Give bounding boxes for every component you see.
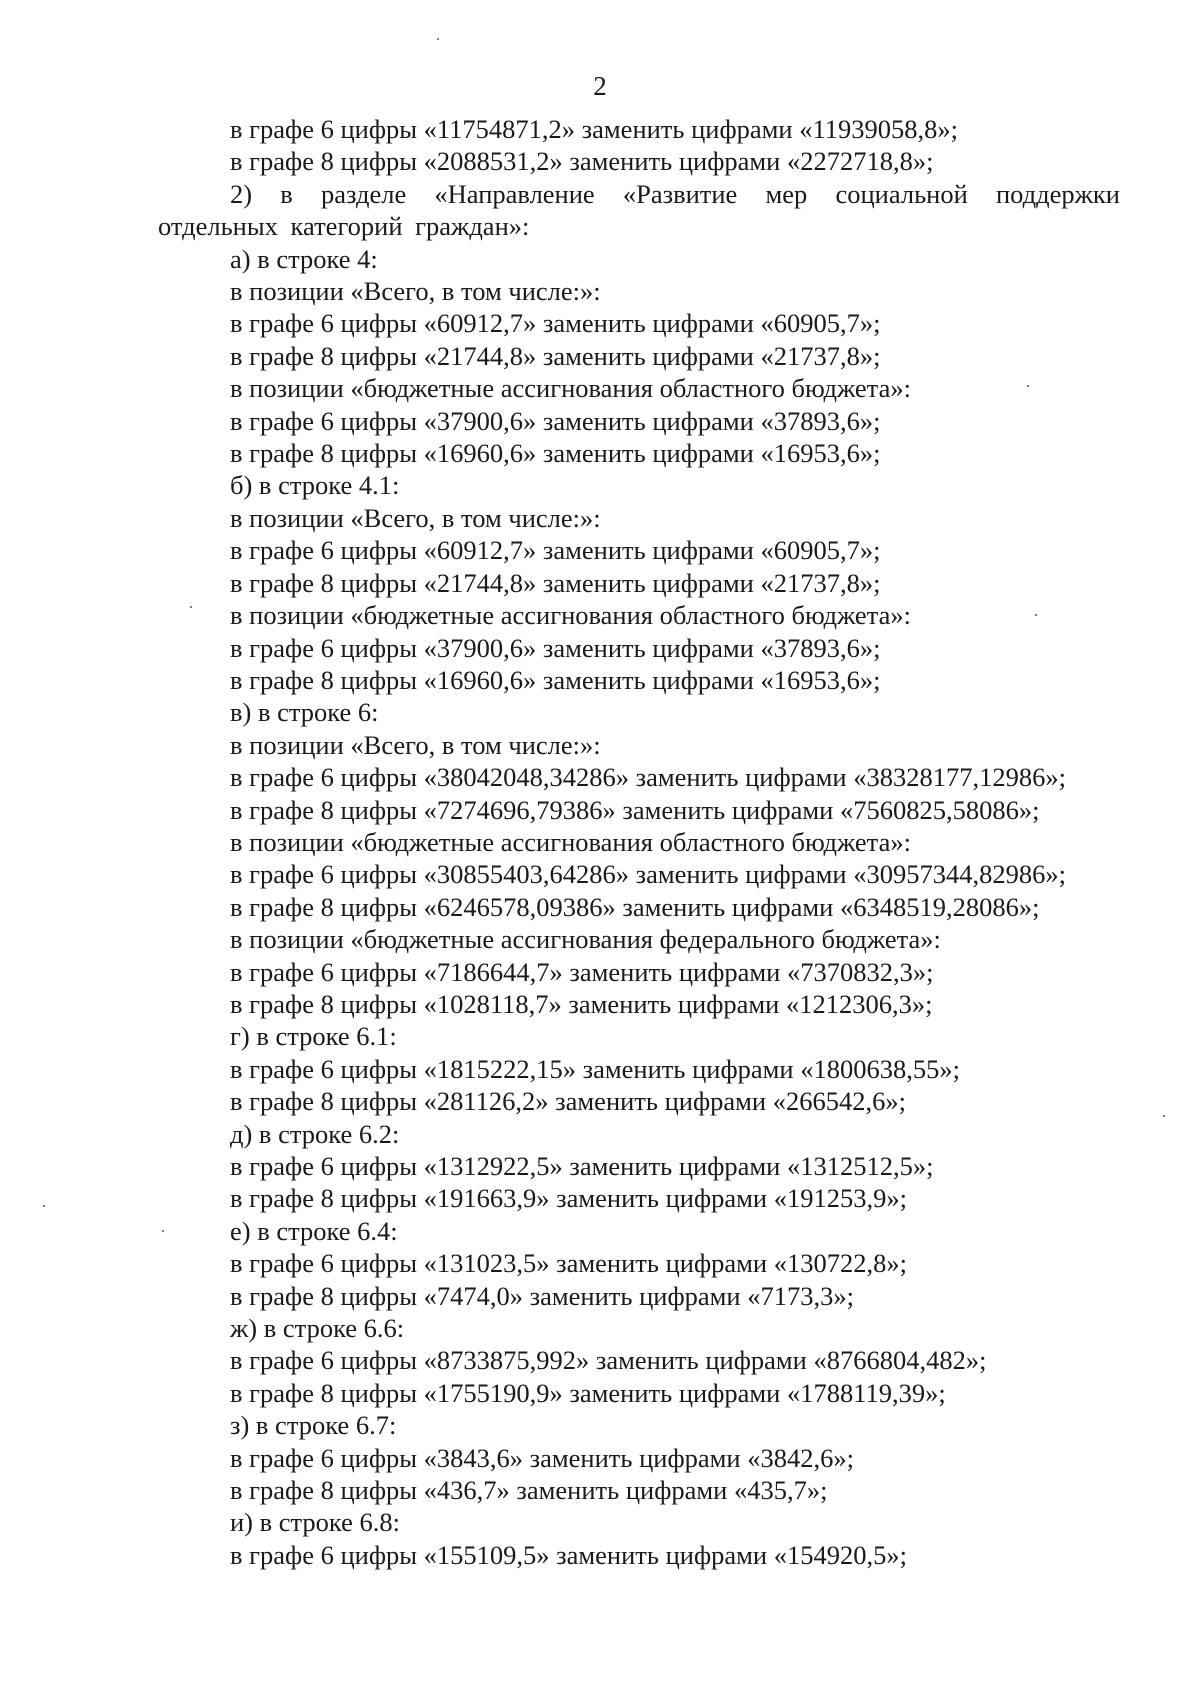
text-line: в графе 6 цифры «8733875,992» заменить цифрами «8766804,482»; [230, 1345, 987, 1376]
text-line: в графе 6 цифры «60912,7» заменить цифрами «60905,7»; [230, 308, 881, 339]
text-line: е) в строке 6.4: [230, 1215, 398, 1246]
text-line: в позиции «бюджетные ассигнования областного бюджета»: [230, 373, 911, 404]
scan-speck [1035, 614, 1037, 616]
text-line: в графе 6 цифры «131023,5» заменить цифрами «130722,8»; [230, 1248, 907, 1279]
scan-speck [437, 38, 439, 40]
text-line: в позиции «Всего, в том числе:»: [230, 502, 601, 533]
text-line: в графе 6 цифры «1312922,5» заменить цифрами «1312512,5»; [230, 1151, 934, 1181]
text-line: в графе 8 цифры «7474,0» заменить цифрами «7173,3»; [230, 1280, 854, 1311]
text-line: в графе 6 цифры «11754871,2» заменить цифрами «11939058,8»; [230, 114, 958, 144]
text-line: в позиции «Всего, в том числе:»: [230, 729, 601, 760]
text-line: б) в строке 4.1: [230, 470, 400, 501]
text-line: в графе 8 цифры «21744,8» заменить цифрами «21737,8»; [230, 567, 881, 598]
scan-speck [162, 1230, 164, 1232]
text-line: в графе 8 цифры «16960,6» заменить цифрами «16953,6»; [230, 438, 881, 469]
text-line: а) в строке 4: [230, 243, 378, 274]
text-line: в графе 8 цифры «436,7» заменить цифрами «435,7»; [230, 1475, 828, 1506]
text-line: в графе 8 цифры «191663,9» заменить цифрами «191253,9»; [230, 1183, 907, 1214]
page-number: 2 [593, 71, 607, 101]
text-line: в графе 6 цифры «37900,6» заменить цифрами «37893,6»; [230, 632, 881, 663]
text-line: в графе 8 цифры «281126,2» заменить цифрами «266542,6»; [230, 1086, 906, 1117]
text-line: в графе 6 цифры «7186644,7» заменить цифрами «7370832,3»; [230, 956, 934, 987]
text-line: ж) в строке 6.6: [230, 1313, 405, 1344]
text-line: в) в строке 6: [230, 697, 379, 728]
text-line: д) в строке 6.2: [230, 1118, 400, 1149]
text-line: в графе 8 цифры «16960,6» заменить цифрами «16953,6»; [230, 664, 881, 695]
scan-speck [190, 606, 192, 608]
text-line: в графе 8 цифры «1755190,9» заменить цифрами «1788119,39»; [230, 1377, 946, 1408]
scan-speck [1163, 1115, 1165, 1117]
text-line: в графе 6 цифры «60912,7» заменить цифрами «60905,7»; [230, 535, 881, 566]
text-line: в графе 6 цифры «38042048,34286» заменить цифрами «38328177,12986»; [230, 762, 1066, 793]
text-line: в позиции «бюджетные ассигнования областного бюджета»: [230, 826, 911, 857]
text-line: в графе 6 цифры «30855403,64286» заменить цифрами «30957344,82986»; [230, 859, 1066, 890]
text-line: в позиции «бюджетные ассигнования федерального бюджета»: [230, 924, 941, 955]
paragraph: 2) в разделе «Направление «Развитие мер социальной поддержки отдельных категорий граждан»: [158, 178, 1120, 242]
text-line: в графе 8 цифры «6246578,09386» заменить цифрами «6348519,28086»; [230, 891, 1040, 922]
text-line: в позиции «бюджетные ассигнования областного бюджета»: [230, 600, 911, 631]
text-line: в графе 8 цифры «2088531,2» заменить цифрами «2272718,8»; [230, 146, 934, 177]
text-line: в графе 6 цифры «1815222,15» заменить цифрами «1800638,55»; [230, 1053, 960, 1084]
text-line: г) в строке 6.1: [230, 1021, 397, 1052]
text-line: з) в строке 6.7: [230, 1410, 397, 1441]
text-line: и) в строке 6.8: [230, 1507, 401, 1538]
text-line: в графе 6 цифры «37900,6» заменить цифрами «37893,6»; [230, 405, 881, 436]
text-line: в графе 8 цифры «1028118,7» заменить цифрами «1212306,3»; [230, 988, 933, 1019]
text-line: в графе 6 цифры «3843,6» заменить цифрами «3842,6»; [230, 1442, 854, 1473]
text-line: в позиции «Всего, в том числе:»: [230, 276, 601, 307]
text-line: в графе 8 цифры «21744,8» заменить цифрами «21737,8»; [230, 340, 881, 371]
text-line: в графе 8 цифры «7274696,79386» заменить цифрами «7560825,58086»; [230, 794, 1040, 825]
document-body [0, 113, 1200, 1571]
text-line: в графе 6 цифры «155109,5» заменить цифрами «154920,5»; [230, 1539, 907, 1570]
scan-speck [1027, 385, 1029, 387]
scan-speck [43, 1205, 45, 1207]
